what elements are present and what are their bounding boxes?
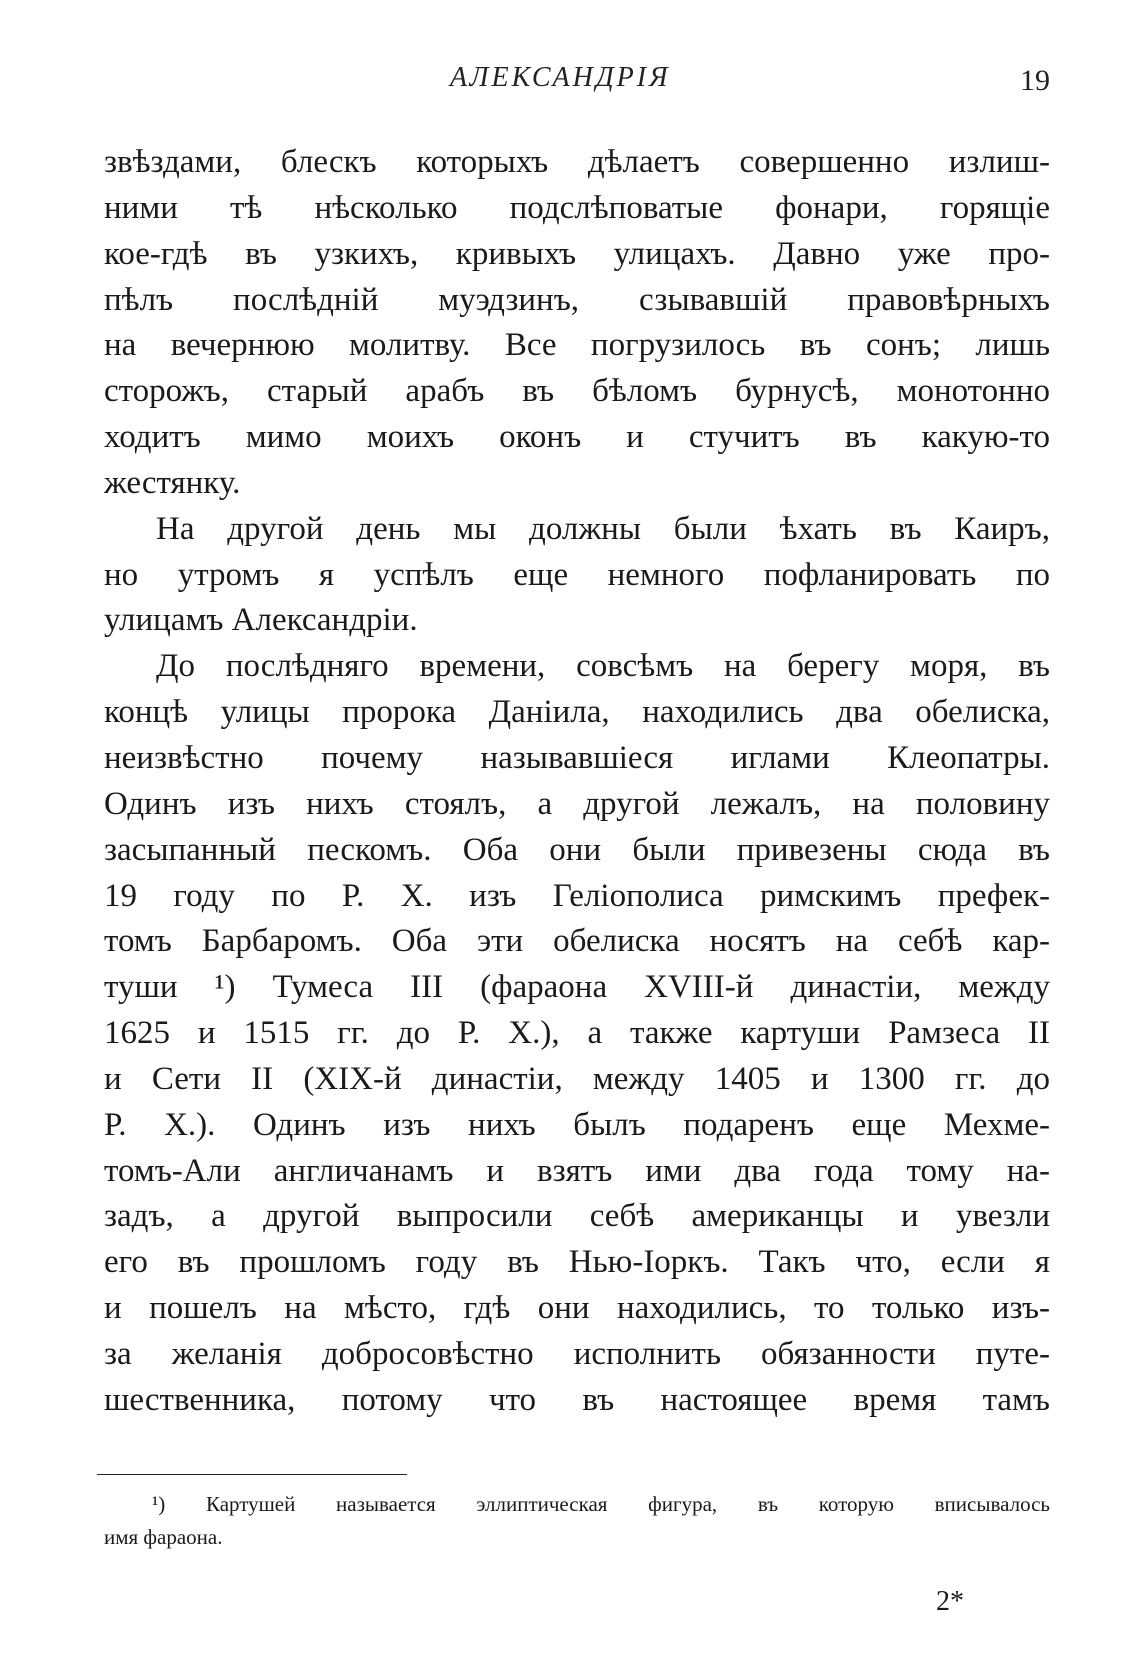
text-line: засыпанный пескомъ. Оба они были привезены сюда въ — [104, 831, 1050, 868]
text-line: Р. Х.). Одинъ изъ нихъ былъ подаренъ еще Мехме- — [104, 1106, 1050, 1143]
body-text — [104, 140, 1050, 1424]
text-line: неизвѣстно почему называвшіеся иглами Клеопатры. — [104, 739, 1050, 776]
text-line: 19 году по Р. Х. изъ Геліополиса римскимъ префек- — [104, 877, 1050, 914]
text-line: и Сети II (XIX-й династіи, между 1405 и 1300 гг. до — [104, 1060, 1050, 1097]
text-line: Одинъ изъ нихъ стоялъ, а другой лежалъ, на половину — [104, 785, 1050, 822]
text-line: До послѣдняго времени, совсѣмъ на берегу моря, въ — [156, 648, 1050, 685]
text-line: но утромъ я успѣлъ еще немного пофланировать по — [104, 556, 1050, 593]
page-number: 19 — [1020, 64, 1050, 97]
text-line: кое-гдѣ въ узкихъ, кривыхъ улицахъ. Давно уже про- — [104, 235, 1050, 272]
text-line: на вечернюю молитву. Все погрузилось въ сонъ; лишь — [104, 327, 1050, 364]
text-line: за желанія добросовѣстно исполнить обязанности путе- — [104, 1335, 1050, 1372]
text-line: ними тѣ нѣсколько подслѣповатые фонари, горящіе — [104, 189, 1050, 226]
footnote-divider — [97, 1474, 407, 1475]
text-line: пѣлъ послѣдній муэдзинъ, сзывавшій правовѣрныхъ — [104, 281, 1050, 318]
footnote-line: имя фараона. — [104, 1525, 223, 1549]
text-line: звѣздами, блескъ которыхъ дѣлаетъ совершенно излиш- — [104, 144, 1050, 180]
text-line: сторожъ, старый арабъ въ бѣломъ бурнусѣ, монотонно — [104, 373, 1050, 410]
signature-mark: 2* — [936, 1586, 964, 1617]
text-line: томъ-Али англичанамъ и взятъ ими два года тому на- — [104, 1152, 1050, 1189]
text-line: томъ Барбаромъ. Оба эти обелиска носятъ на себѣ кар- — [104, 923, 1050, 960]
text-line: улицамъ Александріи. — [104, 602, 418, 639]
footnote — [104, 1488, 1050, 1554]
text-line: ходитъ мимо моихъ оконъ и стучитъ въ какую-то — [104, 419, 1050, 456]
text-line: На другой день мы должны были ѣхать въ Каиръ, — [156, 510, 1050, 547]
text-line: туши ¹) Тумеса III (фараона XVIII-й династіи, между — [104, 969, 1050, 1006]
text-line: задъ, а другой выпросили себѣ американцы и увезли — [104, 1198, 1050, 1235]
text-line: жестянку. — [104, 464, 241, 501]
running-title: АЛЕКСАНДРІЯ — [450, 62, 671, 93]
text-line: 1625 и 1515 гг. до Р. Х.), а также картуши Рамзеса II — [104, 1015, 1050, 1052]
text-line: и пошелъ на мѣсто, гдѣ они находились, то только изъ- — [104, 1290, 1050, 1327]
footnote-line: ¹) Картушей называется эллиптическая фигура, въ которую вписывалось — [152, 1492, 1050, 1516]
text-line: его въ прошломъ году въ Нью-Іоркъ. Такъ что, если я — [104, 1244, 1050, 1281]
text-line: шественника, потому что въ настоящее время тамъ — [104, 1381, 1050, 1418]
running-head — [0, 62, 1140, 102]
text-line: концѣ улицы пророка Даніила, находились два обелиска, — [104, 694, 1050, 731]
